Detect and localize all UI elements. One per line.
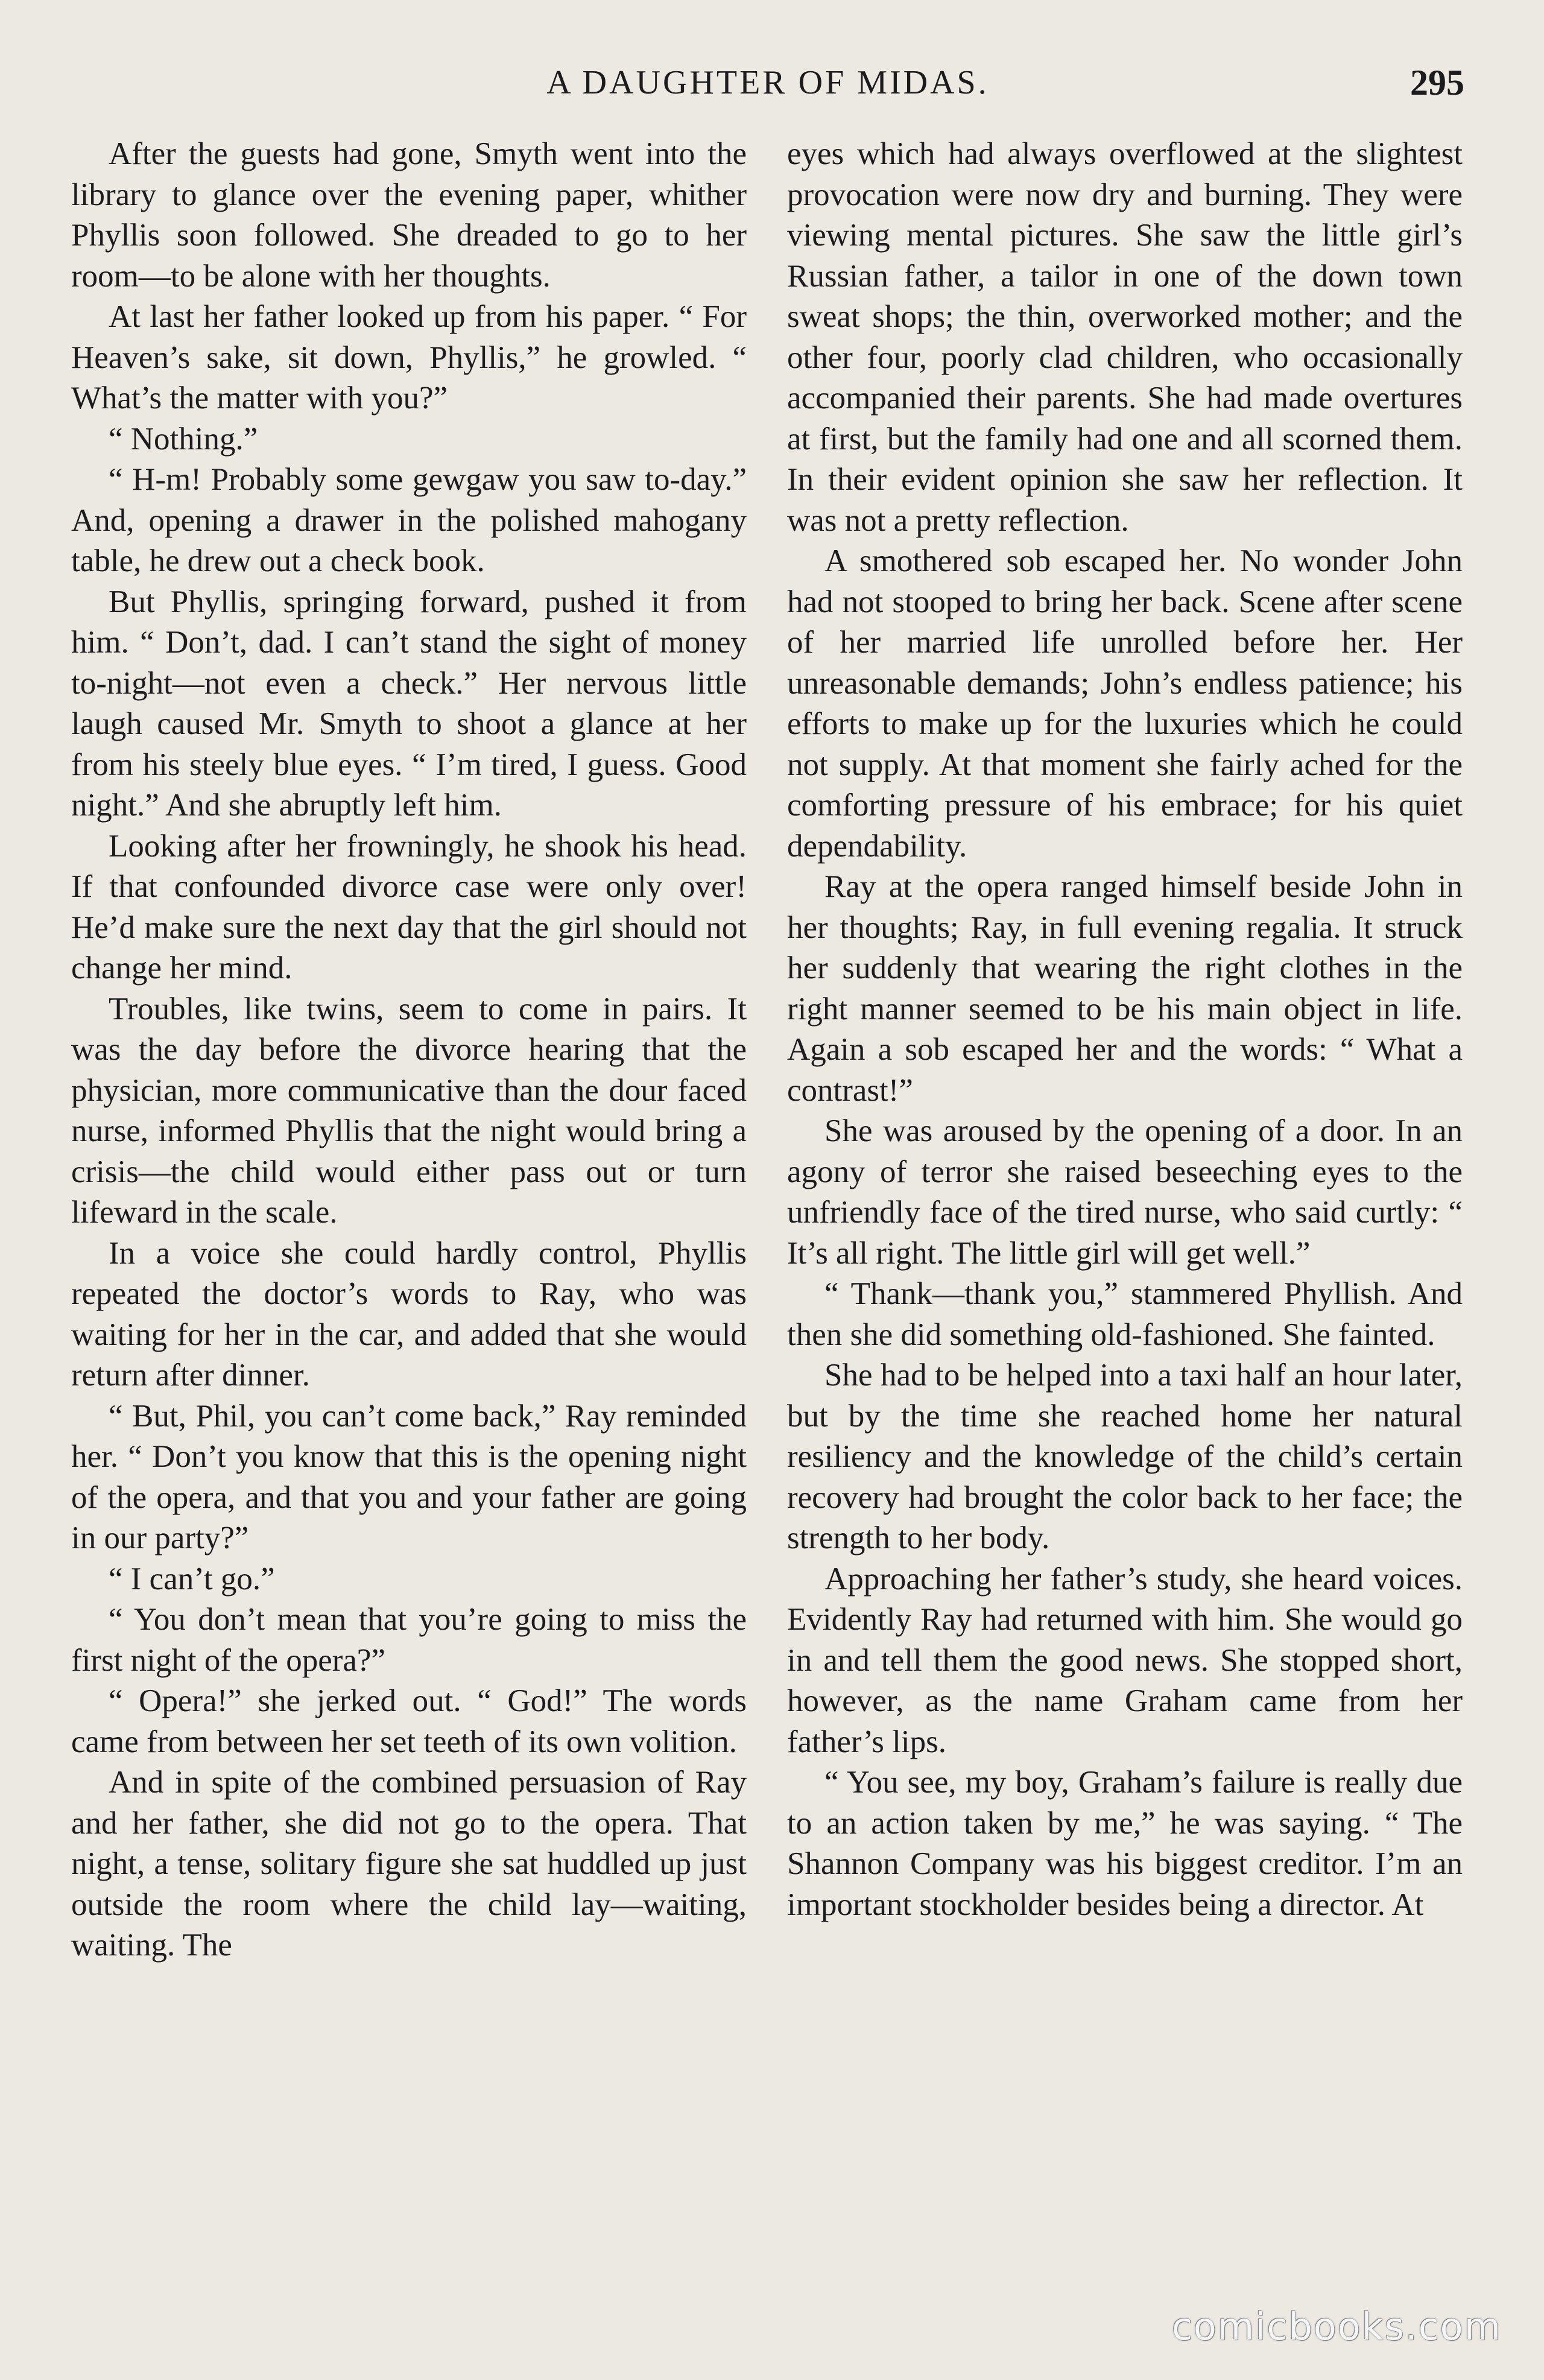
paragraph: Ray at the opera ranged himself beside John in her thoughts; Ray, in full evening regalia. It struck her suddenly that wearing the right clothes in the right manner seemed to be his main object in life. Again a sob escaped her and the words: “ What a contrast!” xyxy=(787,869,1463,1108)
paragraph: “ H-m! Probably some gewgaw you saw to-day.” And, opening a drawer in the polished mahogany table, he drew out a check book. xyxy=(71,462,747,578)
watermark: comicbooks.com xyxy=(1171,2305,1502,2349)
paragraph: But Phyllis, springing forward, pushed it from him. “ Don’t, dad. I can’t stand the sight of money to-night—not even a check.” Her nervous little laugh caused Mr. Smyth to shoot a glance at her from his steely blue eyes. “ I’m tired, I guess. Good night.” And she abruptly left him. xyxy=(71,584,747,823)
paragraph-continued: eyes which had always overflowed at the slightest provocation were now dry and burning. They were viewing mental pictures. She saw the little girl’s Russian father, a tailor in one of the down town sweat shops; the thin, overworked mother; and the other four, poorly clad children, who occasionally accompanied their parents. She had made overtures at first, but the family had one and all scorned them. In their evident opinion she saw her reflection. It was not a pretty reflection. xyxy=(787,136,1463,538)
paragraph: At last her father looked up from his paper. “ For Heaven’s sake, sit down, Phyllis,” he growled. “ What’s the matter with you?” xyxy=(71,299,747,416)
paragraph: Approaching her father’s study, she heard voices. Evidently Ray had returned with him. She would go in and tell them the good news. She stopped short, however, as the name Graham came from her father’s lips. xyxy=(787,1561,1463,1759)
running-title: A DAUGHTER OF MIDAS. xyxy=(546,64,989,101)
paragraph: “ Thank—thank you,” stammered Phyllish. And then she did something old-fashioned. She fainted. xyxy=(787,1276,1463,1352)
paragraph: “ Opera!” she jerked out. “ God!” The words came from between her set teeth of its own volition. xyxy=(71,1683,747,1759)
paragraph: “ You see, my boy, Graham’s failure is really due to an action taken by me,” he was saying. “ The Shannon Company was his biggest creditor. I’m an important stockholder besides being a director. At xyxy=(787,1765,1463,1922)
paragraph: She had to be helped into a taxi half an hour later, but by the time she reached home her natural resiliency and the knowledge of the child’s certain recovery had brought the color back to her face; the strength to her body. xyxy=(787,1358,1463,1556)
right-column xyxy=(787,134,1463,2293)
paragraph: Looking after her frowningly, he shook his head. If that confounded divorce case were only over! He’d make sure the next day that the girl should not change her mind. xyxy=(71,828,747,986)
paragraph: She was aroused by the opening of a door. In an agony of terror she raised beseeching eyes to the unfriendly face of the tired nurse, who said curtly: “ It’s all right. The little girl will get well.” xyxy=(787,1113,1463,1271)
paragraph: Troubles, like twins, seem to come in pairs. It was the day before the divorce hearing that the physician, more communicative than the dour faced nurse, informed Phyllis that the night would bring a crisis—the child would either pass out or turn lifeward in the scale. xyxy=(71,991,747,1230)
running-head xyxy=(71,55,1464,110)
paragraph: After the guests had gone, Smyth went into the library to glance over the evening paper, whither Phyllis soon followed. She dreaded to go to her room—to be alone with her thoughts. xyxy=(71,136,747,294)
paragraph: “ But, Phil, you can’t come back,” Ray reminded her. “ Don’t you know that this is the opening night of the opera, and that you and your father are going in our party?” xyxy=(71,1398,747,1556)
paragraph: “ I can’t go.” xyxy=(109,1561,275,1597)
paragraph: In a voice she could hardly control, Phyllis repeated the doctor’s words to Ray, who was waiting for her in the car, and added that she would return after dinner. xyxy=(71,1235,747,1393)
page-number: 295 xyxy=(1410,63,1464,103)
paragraph: “ Nothing.” xyxy=(109,421,258,457)
paragraph: A smothered sob escaped her. No wonder John had not stooped to bring her back. Scene after scene of her married life unrolled before her. Her unreasonable demands; John’s endless patience; his efforts to make up for the luxuries which he could not supply. At that moment she fairly ached for the comforting pressure of his embrace; for his quiet dependability. xyxy=(787,543,1463,864)
left-column xyxy=(71,134,747,2293)
paragraph: And in spite of the combined persuasion of Ray and her father, she did not go to the opera. That night, a tense, solitary figure she sat huddled up just outside the room where the child lay—waiting, waiting. The xyxy=(71,1765,747,1963)
paragraph: “ You don’t mean that you’re going to miss the first night of the opera?” xyxy=(71,1602,747,1678)
